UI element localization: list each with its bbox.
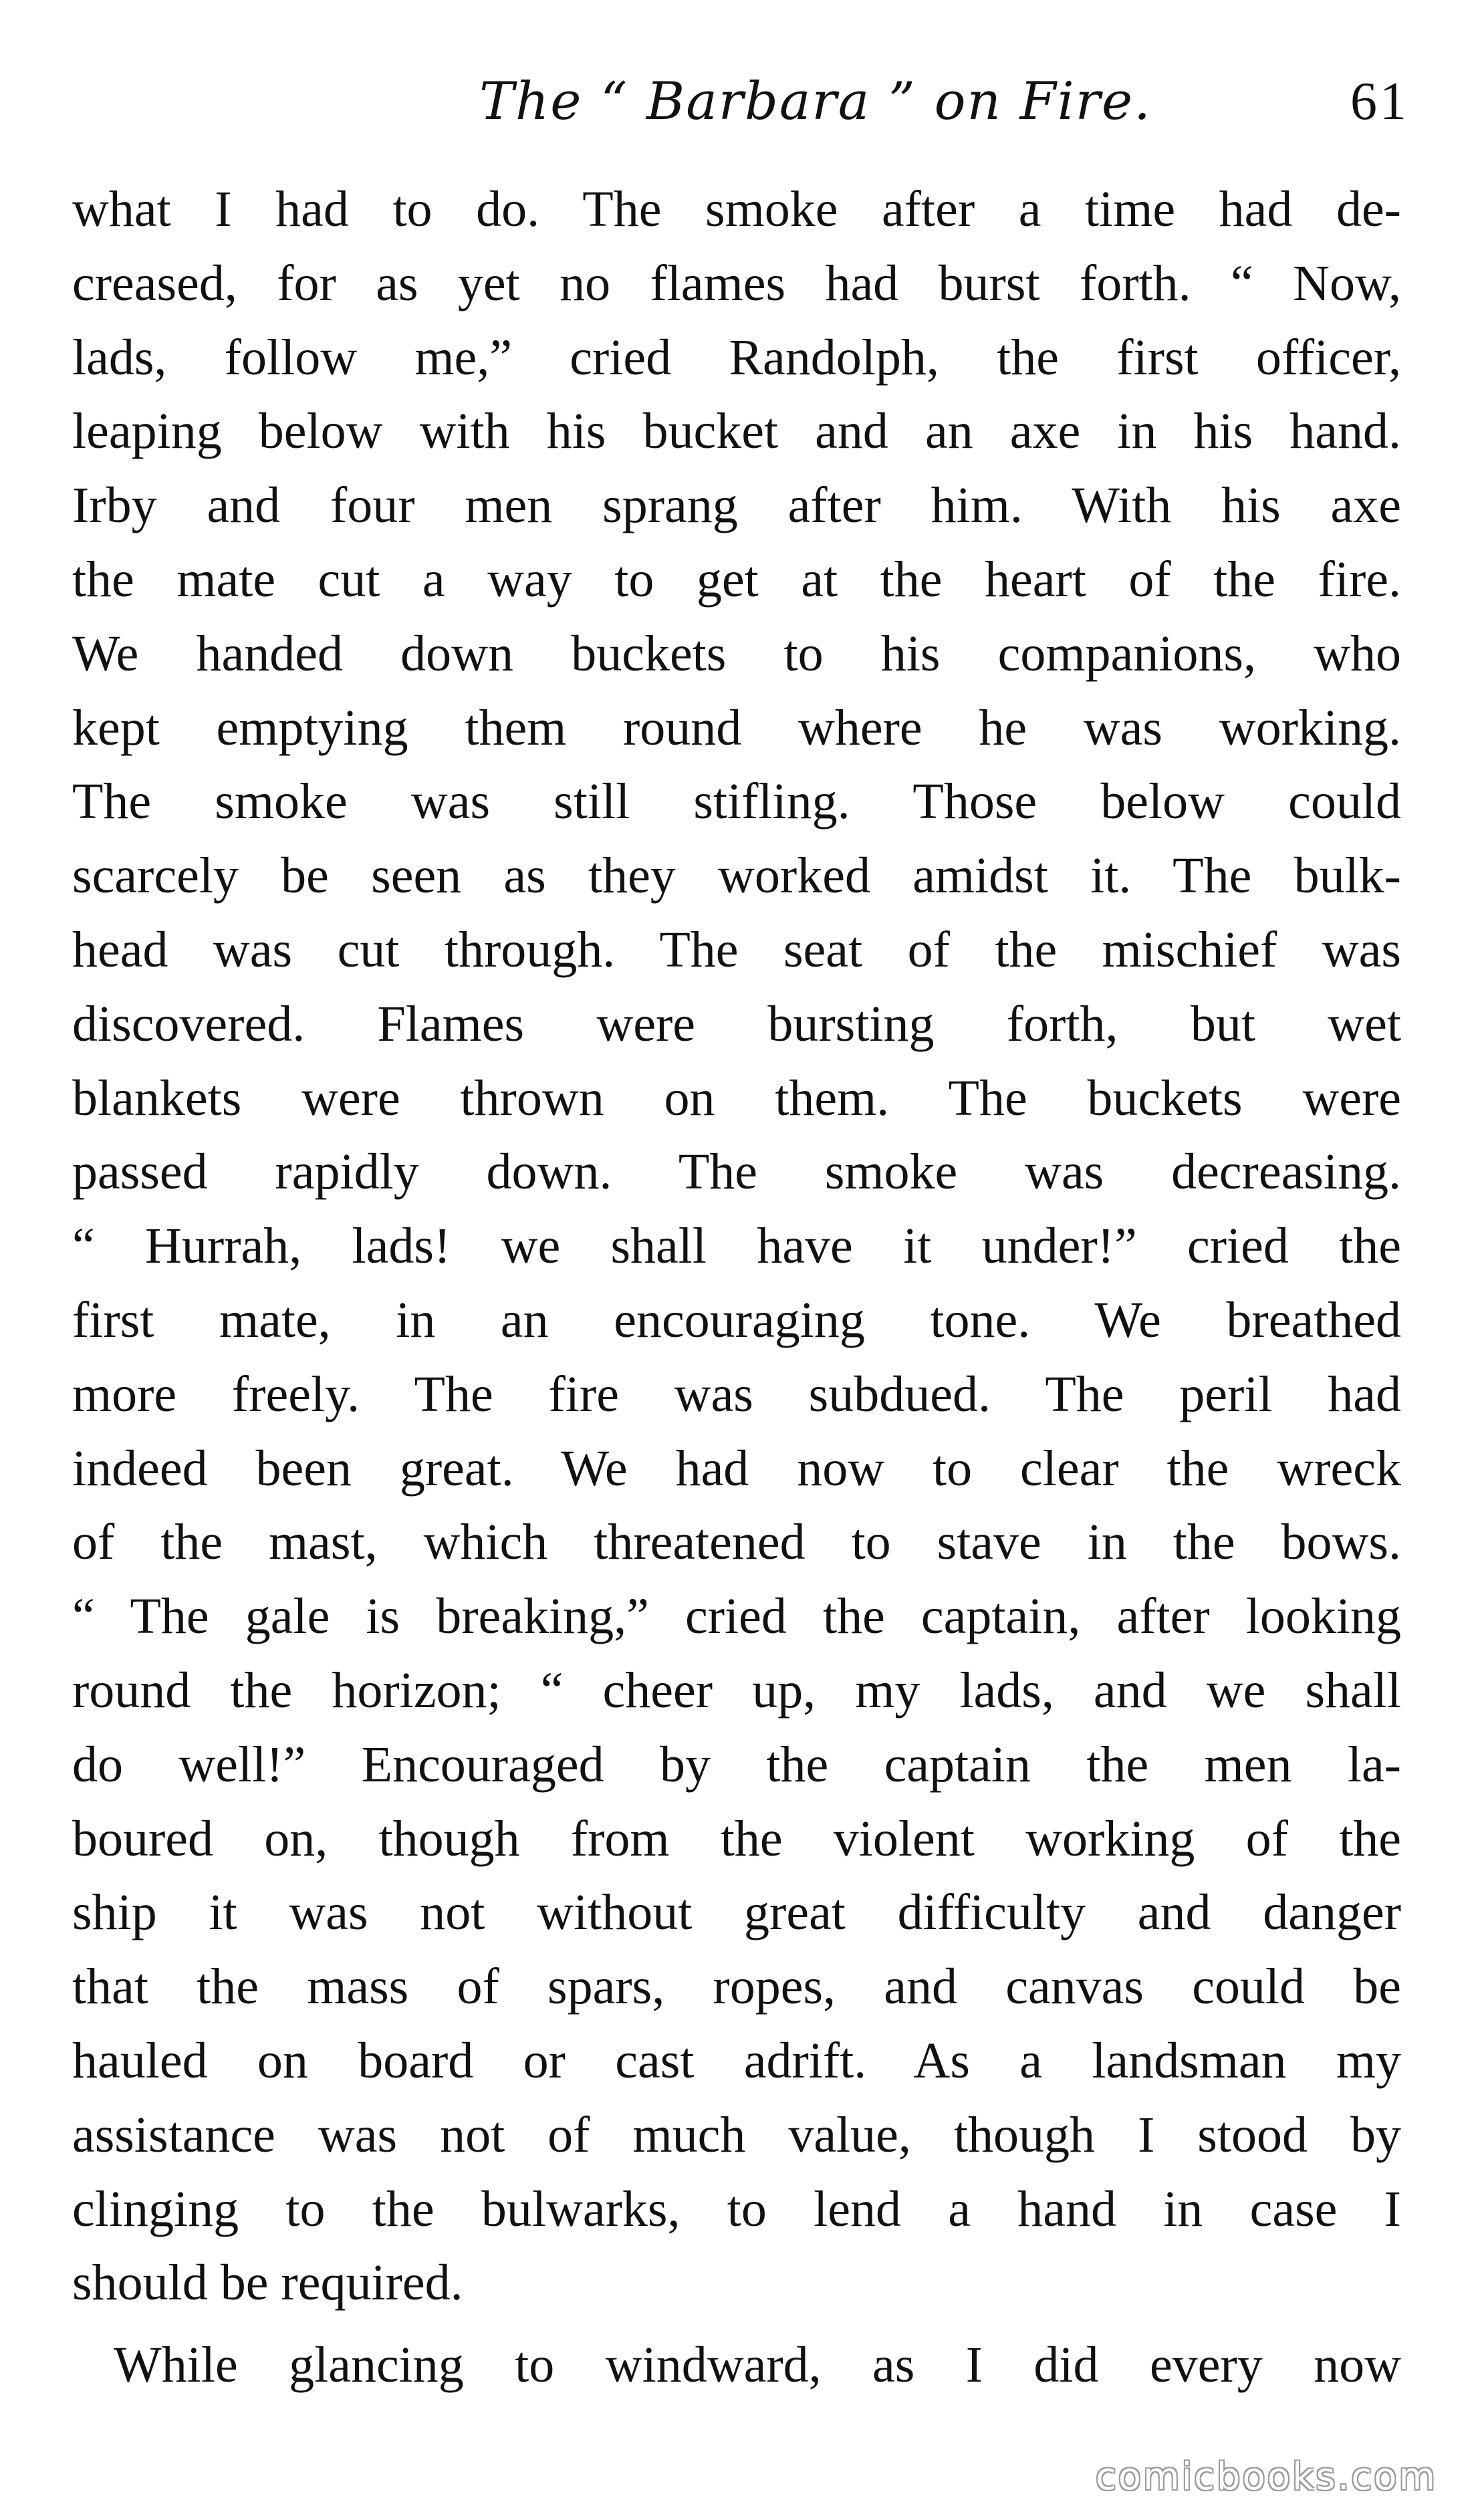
paragraph-2 [72, 2328, 1401, 2402]
text-line: leaping below with his bucket and an axe in his hand. [72, 403, 1401, 460]
text-line: The smoke was still stifling. Those below could [72, 773, 1401, 830]
text-line: passed rapidly down. The smoke was decreasing. [72, 1144, 1401, 1201]
text-line: creased, for as yet no flames had burst forth. “ Now, [72, 255, 1401, 311]
text-line: assistance was not of much value, though I stood by [72, 2106, 1401, 2163]
text-line: indeed been great. We had now to clear the wreck [72, 1440, 1401, 1497]
text-line: that the mass of spars, ropes, and canvas could be [72, 1959, 1401, 2015]
text-line: head was cut through. The seat of the mischief was [72, 921, 1401, 978]
text-line: discovered. Flames were bursting forth, but wet [72, 995, 1401, 1052]
text-line: blankets were thrown on them. The buckets were [72, 1069, 1401, 1126]
text-line: scarcely be seen as they worked amidst it. The bulk- [72, 848, 1401, 904]
text-line: first mate, in an encouraging tone. We breathed [72, 1291, 1401, 1348]
text-line: the mate cut a way to get at the heart of the fire. [72, 551, 1401, 608]
body-text [72, 172, 1401, 2402]
text-line: clinging to the bulwarks, to lend a hand in case I [72, 2180, 1401, 2237]
text-line: boured on, though from the violent working of the [72, 1810, 1401, 1867]
text-line: Irby and four men sprang after him. With his axe [72, 477, 1401, 534]
text-line: should be required. [72, 2255, 463, 2311]
watermark: comicbooks.com [1095, 2455, 1437, 2499]
text-line: do well!” Encouraged by the captain the men la- [72, 1736, 1401, 1793]
paragraph-1 [72, 172, 1401, 2320]
text-line: of the mast, which threatened to stave in the bows. [72, 1514, 1401, 1571]
text-line: round the horizon; “ cheer up, my lads, and we shall [72, 1662, 1401, 1719]
text-line: more freely. The fire was subdued. The peril had [72, 1366, 1401, 1422]
text-line: hauled on board or cast adrift. As a landsman my [72, 2032, 1401, 2089]
text-line: We handed down buckets to his companions, who [72, 625, 1401, 682]
paragraph-gap [72, 2320, 1401, 2328]
text-line: “ The gale is breaking,” cried the captain, after looking [72, 1588, 1401, 1645]
running-head [67, 61, 1409, 142]
text-line: ship it was not without great difficulty and danger [72, 1884, 1401, 1941]
text-line: what I had to do. The smoke after a time had de- [72, 181, 1401, 237]
text-line: kept emptying them round where he was working. [72, 699, 1401, 756]
text-line: While glancing to windward, as I did every now [114, 2337, 1401, 2394]
text-line: “ Hurrah, lads! we shall have it under!” cried the [72, 1218, 1401, 1275]
page-number: 61 [1350, 72, 1409, 131]
running-title: The “ Barbara ” on Fire. [479, 72, 1152, 132]
text-line: lads, follow me,” cried Randolph, the first officer, [72, 329, 1401, 386]
